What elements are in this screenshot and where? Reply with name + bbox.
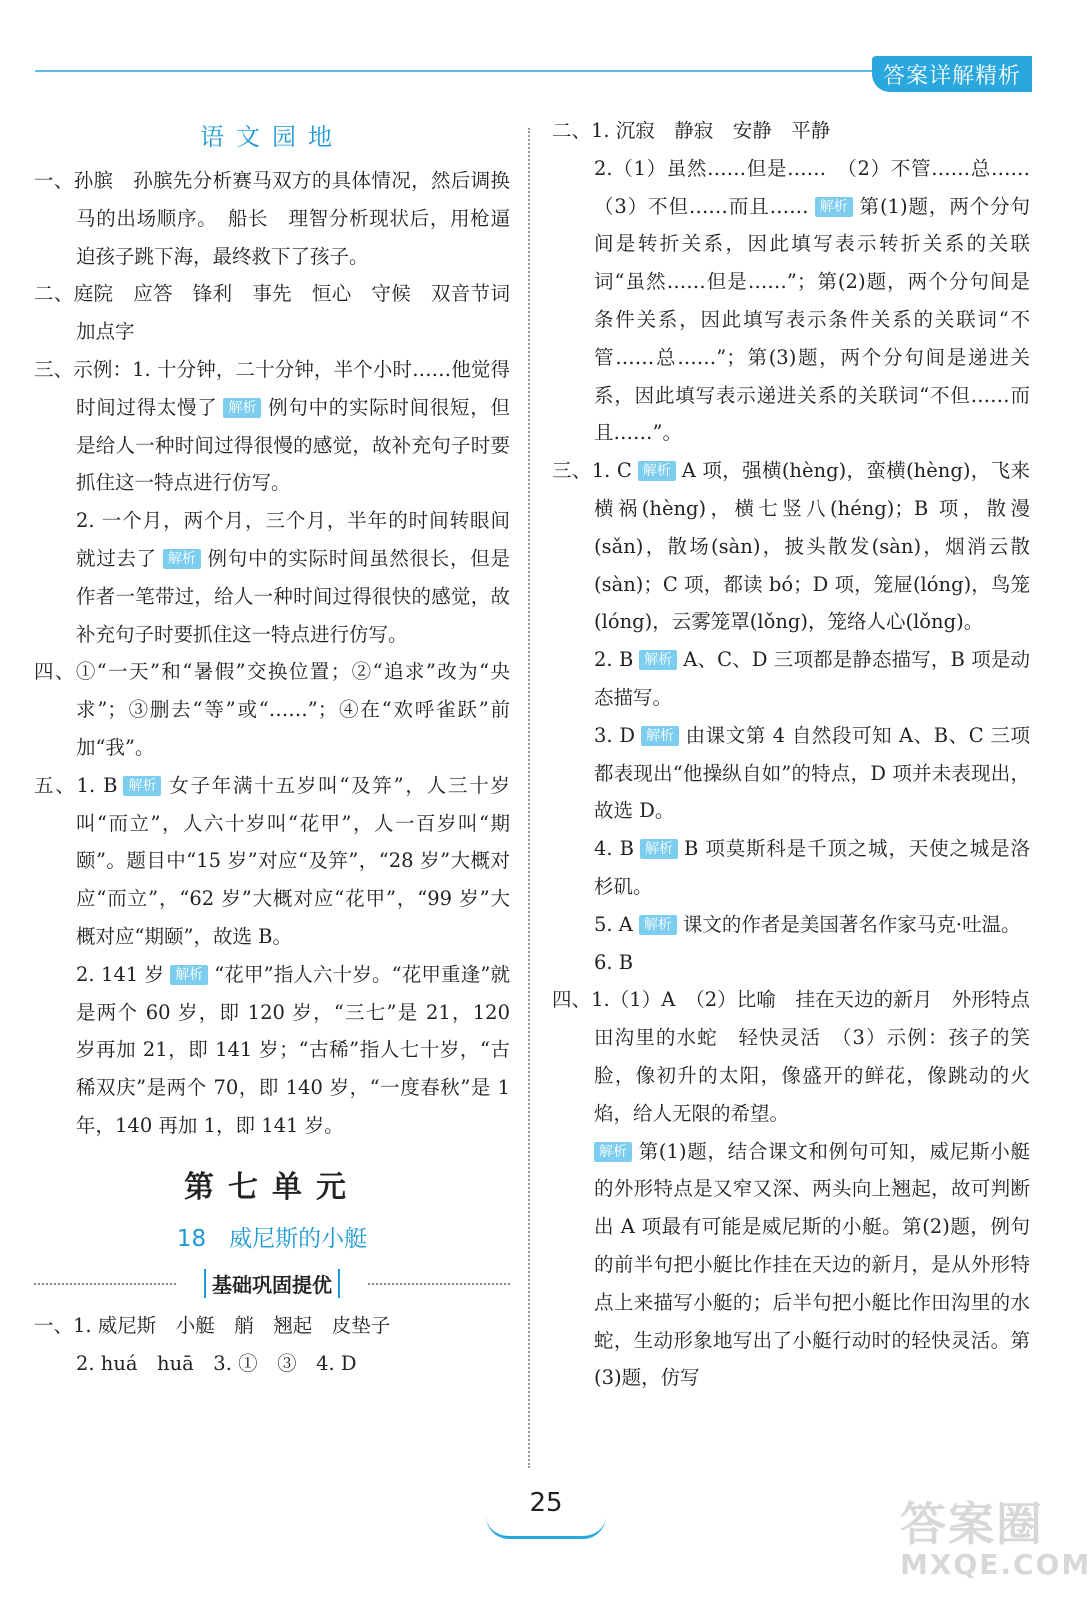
answer-paragraph [552, 452, 1030, 641]
analysis-text: A 项，强横(hèng)，蛮横(hèng)，飞来横祸(hèng)，横七竖八(héng)；B 项，散漫(sǎn)，散场(sàn)，披头散发(sàn)，烟消云散(sàn)；C 项，都读 bó；D 项，笼屉(lóng)，鸟笼(lóng)，云雾笼罩(lǒng)，笼络人心(lǒng)。 [594, 459, 1030, 634]
analysis-text: B 项莫斯科是千顶之城，天使之城是洛杉矶。 [594, 837, 1030, 898]
analysis-text: A、C、D 三项都是静态描写，B 项是动态描写。 [594, 648, 1030, 709]
left-column [34, 112, 530, 1382]
page-number: 25 [529, 1488, 563, 1518]
analysis-text: 例句中的实际时间虽然很长，但是作者一笔带过，给人一种时间过得很快的感觉，故补充句子时要抓住这一特点进行仿写。 [76, 546, 510, 646]
analysis-tag: 解析 [163, 549, 201, 569]
right-column [552, 112, 1050, 1397]
answer-paragraph: 二、庭院 应答 锋利 事先 恒心 守候 双音节词 加点字 [34, 282, 530, 344]
answer-paragraph: 四、①“一天”和“暑假”交换位置；②“追求”改为“央求”；③删去“等”或“……”；④在“欢呼雀跃”前加“我”。 [34, 660, 510, 759]
watermark-logo: 答案圈 [900, 1497, 1044, 1551]
dotted-rule [368, 1283, 510, 1285]
answer-text: 2.（1）虽然……但是…… （2）不管……总…… （3）不但……而且…… [594, 156, 1050, 218]
answer-text: 5. A [594, 912, 633, 936]
section-title: 语文园地 [200, 123, 344, 151]
answer-paragraph: 6. B [594, 950, 634, 974]
analysis-tag: 解析 [639, 650, 677, 670]
answer-paragraph: 四、1.（1）A （2）比喻 挂在天边的新月 外形特点 田沟里的水蛇 轻快灵活 （3）示例：孩子的笑脸，像初升的太阳，像盛开的鲜花，像跳动的火焰，给人无限的希望。 [552, 988, 1050, 1125]
analysis-text: 课文的作者是美国著名作家马克·吐温。 [682, 912, 1021, 936]
header-tab-label: 答案详解精析 [882, 63, 1021, 89]
answer-paragraph: 一、1. 威尼斯 小艇 艄 翘起 皮垫子 [34, 1313, 391, 1337]
answer-paragraph [552, 1133, 1030, 1398]
answer-paragraph [34, 351, 510, 502]
section-bar [34, 1261, 510, 1307]
answer-text: 4. B [594, 837, 634, 861]
answer-text: 2. B [594, 648, 634, 672]
answer-paragraph [552, 150, 1050, 452]
answer-text: 三、示例：1. 十分钟，二十分钟，半个小时……他觉得时间过得太慢了 [34, 357, 510, 419]
analysis-tag: 解析 [639, 915, 677, 935]
analysis-text: 女子年满十五岁叫“及笄”，人三十岁叫“而立”，人六十岁叫“花甲”，人一百岁叫“期颐”。题目中“15 岁”对应“及笄”，“28 岁”大概对应“而立”，“62 岁”大概对应“花甲”，“99 岁”大概对应“期颐”，故选 B。 [76, 773, 510, 948]
analysis-text: “花甲”指人六十岁。“花甲重逢”就是两个 60 岁，即 120 岁，“三七”是 21，120 岁再加 21，即 141 岁；“古稀”指人七十岁，“古稀双庆”是两个 70，即 140 岁，“一度春秋”是 1 年，140 再加 1，即 141 岁。 [76, 962, 510, 1137]
answer-paragraph: 二、1. 沉寂 静寂 安静 平静 [552, 119, 831, 142]
analysis-tag: 解析 [641, 726, 679, 746]
analysis-text: 第(1)题，两个分句间是转折关系，因此填写表示转折关系的关联词“虽然……但是……”；第(2)题，两个分句间是条件关系，因此填写表示条件关系的关联词“不管……总……”；第(3)题，两个分句间是递进关系，因此填写表示递进关系的关联词“不但……而且……”。 [594, 194, 1030, 445]
answer-paragraph [34, 502, 510, 653]
answer-text: 2. 141 岁 [76, 962, 165, 986]
analysis-tag: 解析 [638, 461, 676, 481]
answer-paragraph: 2. huá huā 3. ① ③ 4. D [76, 1351, 357, 1375]
analysis-text: 由课文第 4 自然段可知 A、B、C 三项都表现出“他操纵自如”的特点，D 项并未表现出，故选 D。 [594, 723, 1030, 823]
unit-title: 第七单元 [184, 1169, 360, 1205]
lesson-title: 18 威尼斯的小艇 [176, 1225, 368, 1252]
analysis-tag: 解析 [640, 839, 678, 859]
answer-paragraph [552, 906, 1030, 944]
answer-paragraph [34, 956, 510, 1145]
analysis-text: 例句中的实际时间很短，但是给人一种时间过得很慢的感觉，故补充句子时要抓住这一特点进行仿写。 [76, 395, 510, 495]
analysis-tag: 解析 [594, 1142, 632, 1162]
answer-paragraph [552, 717, 1030, 830]
column-divider [528, 128, 530, 1468]
analysis-tag: 解析 [223, 398, 261, 418]
dotted-rule [34, 1283, 176, 1285]
answer-text: 3. D [594, 723, 636, 747]
analysis-text: 第(1)题，结合课文和例句可知，威尼斯小艇的外形特点是又窄又深、两头向上翘起，故可判断出 A 项最有可能是威尼斯的小艇。第(2)题，例句的前半句把小艇比作挂在天边的新月，是从外形特点上来描写小艇的；后半句把小艇比作田沟里的水蛇，生动形象地写出了小艇行动时的轻快灵活。第(3)题，仿写 [594, 1139, 1030, 1390]
section-label: 基础巩固提优 [204, 1269, 340, 1298]
analysis-tag: 解析 [123, 776, 161, 796]
answer-paragraph [552, 830, 1030, 906]
analysis-tag: 解析 [815, 197, 853, 217]
watermark-url: MXQE.COM [900, 1548, 1092, 1581]
header-rule [35, 70, 875, 72]
answer-paragraph [34, 767, 510, 956]
answer-paragraph [552, 641, 1030, 717]
page-number-arc [486, 1516, 606, 1539]
answer-paragraph: 一、孙膑 孙膑先分析赛马双方的具体情况，然后调换马的出场顺序。 船长 理智分析现状后，用枪逼迫孩子跳下海，最终救下了孩子。 [34, 169, 510, 268]
answer-text: 五、1. B [34, 773, 118, 797]
analysis-tag: 解析 [170, 965, 208, 985]
header-tab [872, 56, 1032, 92]
answer-text: 三、1. C [552, 459, 632, 483]
answer-text: 2. 一个月，两个月，三个月，半年的时间转眼间就过去了 [76, 509, 510, 570]
watermark [900, 1488, 1091, 1581]
